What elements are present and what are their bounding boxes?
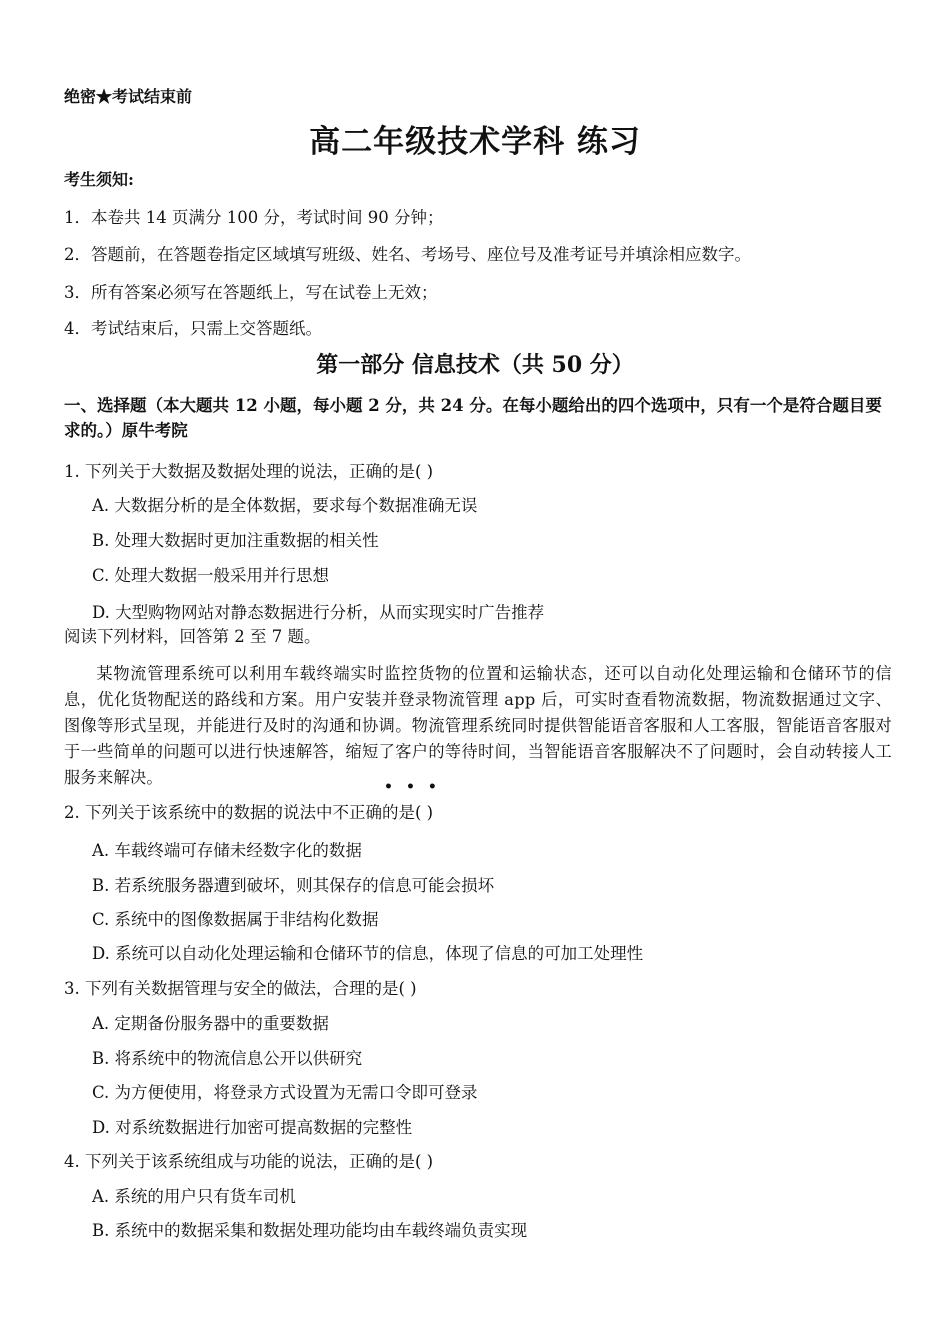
question-2-option-d: D. 系统可以自动化处理运输和仓储环节的信息，体现了信息的可加工处理性 <box>92 944 644 963</box>
reading-passage: 某物流管理系统可以利用车载终端实时监控货物的位置和运输状态，还可以自动化处理运输和仓储环节的信息，优化货物配送的路线和方案。用户安装并登录物流管理 app 后，可实时查看物流数据，物流数据通过文字、图像等形式呈现，并能进行及时的沟通和协调。物流管理系统同时提供智能语音客服和人工客服，智能语音客服对于一些简单的问题可以进行快速解答，缩短了客户的等待时间，当智能语音客服解决不了问题时，会自动转接人工服务来解决。 <box>64 664 892 787</box>
notice-heading: 考生须知: <box>64 170 134 189</box>
notice-item: 4．考试结束后，只需上交答题纸。 <box>64 319 322 338</box>
question-2-stem: 2. 下列关于该系统中的数据的说法中不正确的是( ) <box>64 803 434 822</box>
question-4-stem: 4. 下列关于该系统组成与功能的说法，正确的是( ) <box>64 1152 434 1171</box>
question-1-option-d: D. 大型购物网站对静态数据进行分析，从而实现实时广告推荐 <box>92 603 545 622</box>
question-2-option-b: B. 若系统服务器遭到破坏，则其保存的信息可能会损坏 <box>92 876 495 895</box>
question-3-stem: 3. 下列有关数据管理与安全的做法，合理的是( ) <box>64 979 417 998</box>
page-title: 高二年级技术学科 练习 <box>309 124 641 160</box>
section-heading: 一、选择题（本大题共 12 小题，每小题 2 分，共 24 分。在每小题给出的四个选项中，只有一个是符合题目要求的。）原牛考院 <box>64 396 882 440</box>
reading-intro: 阅读下列材料，回答第 2 至 7 题。 <box>64 627 321 646</box>
question-4-option-b: B. 系统中的数据采集和数据处理功能均由车载终端负责实现 <box>92 1221 528 1240</box>
question-4-option-a: A. 系统的用户只有货车司机 <box>92 1187 296 1206</box>
question-3-option-c: C. 为方便使用，将登录方式设置为无需口令即可登录 <box>92 1083 478 1102</box>
notice-item: 2．答题前，在答题卷指定区域填写班级、姓名、考场号、座位号及准考证号并填涂相应数字。 <box>64 245 751 264</box>
question-1-option-b: B. 处理大数据时更加注重数据的相关性 <box>92 531 379 550</box>
question-2-option-c: C. 系统中的图像数据属于非结构化数据 <box>92 910 379 929</box>
notice-item: 3．所有答案必须写在答题纸上，写在试卷上无效； <box>64 283 438 302</box>
question-1-stem: 1. 下列关于大数据及数据处理的说法，正确的是( ) <box>64 462 434 481</box>
question-2-option-a: A. 车载终端可存储未经数字化的数据 <box>92 841 362 860</box>
confidential-label: 绝密★考试结束前 <box>64 87 193 106</box>
question-1-option-a: A. 大数据分析的是全体数据，要求每个数据准确无误 <box>92 496 478 515</box>
question-3-option-a: A. 定期备份服务器中的重要数据 <box>92 1014 329 1033</box>
part-title: 第一部分 信息技术（共 50 分） <box>316 352 634 378</box>
question-3-option-d: D. 对系统数据进行加密可提高数据的完整性 <box>92 1118 413 1137</box>
notice-item: 1．本卷共 14 页满分 100 分，考试时间 90 分钟； <box>64 208 444 227</box>
emphasis-dots: ••• <box>384 779 450 795</box>
question-1-option-c: C. 处理大数据一般采用并行思想 <box>92 566 330 585</box>
question-3-option-b: B. 将系统中的物流信息公开以供研究 <box>92 1049 363 1068</box>
